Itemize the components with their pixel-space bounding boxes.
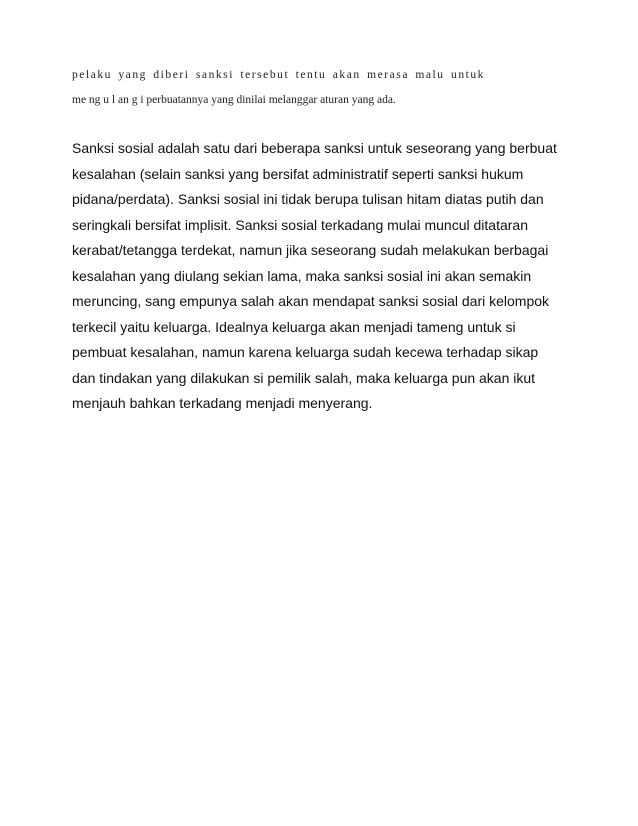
paragraph-line: terkecil yaitu keluarga. Idealnya keluarga akan menjadi tameng untuk si [72,318,516,335]
paragraph-line: kesalahan (selain sanksi yang bersifat administratif seperti sanksi hukum [72,165,524,182]
paragraph-line: meruncing, sang empunya salah akan mendapat sanksi sosial dari kelompok [72,293,550,309]
fragment-line-2: me ng u l an g i perbuatannya yang dinilai melanggar aturan yang ada. [72,94,396,106]
paragraph-line: dan tindakan yang dilakukan si pemilik salah, maka keluarga pun akan ikut [72,369,536,386]
paragraph-line: pidana/perdata). Sanksi sosial ini tidak berupa tulisan hitam diatas putih dan [72,191,544,207]
paragraph-line: seringkali bersifat implisit. Sanksi sosial terkadang mulai muncul ditataran [72,216,528,233]
paragraph-line: Sanksi sosial adalah satu dari beberapa sanksi untuk seseorang yang berbuat [72,140,557,156]
body-paragraph [72,136,572,417]
paragraph-line: kesalahan yang diulang sekian lama, maka sanksi sosial ini akan semakin [72,267,532,284]
paragraph-line: pembuat kesalahan, namun karena keluarga sudah kecewa terhadap sikap [72,344,539,360]
paragraph-line: menjauh bahkan terkadang menjadi menyerang. [72,395,373,411]
fragment-line-1: pelaku yang diberi sanksi tersebut tentu akan merasa malu untuk [72,69,485,81]
paragraph-line: kerabat/tetangga terdekat, namun jika seseorang sudah melakukan berbagai [72,242,549,258]
